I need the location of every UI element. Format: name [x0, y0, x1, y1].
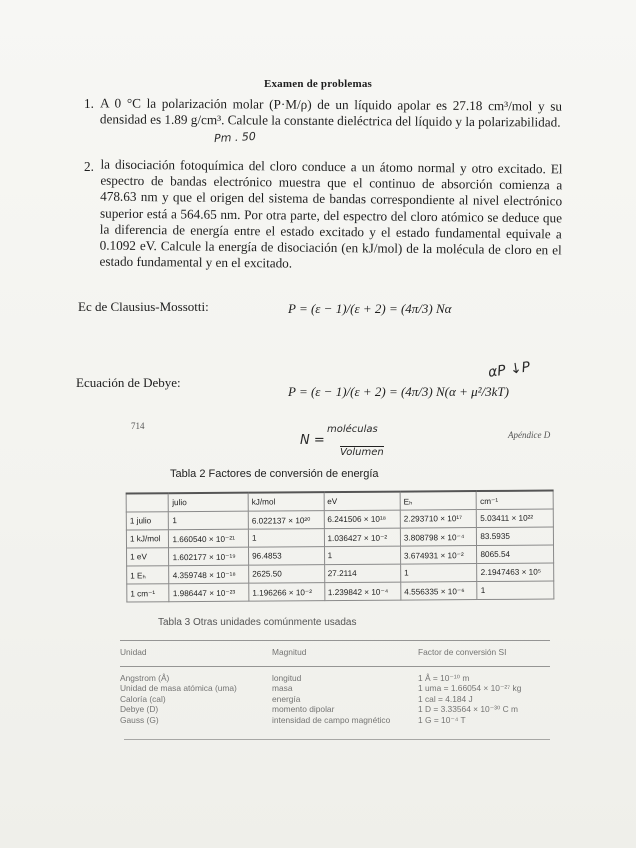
- table-cell: 1.036427 × 10⁻²: [324, 528, 401, 547]
- table-cell: 3.808798 × 10⁻⁴: [400, 528, 477, 547]
- column-header: cm⁻¹: [477, 491, 554, 510]
- column-header: eV: [324, 492, 401, 511]
- table-cell: 83.5935: [477, 527, 554, 546]
- table-cell: 2625.50: [249, 565, 325, 584]
- table-cell: 1.602177 × 10⁻¹⁹: [169, 547, 249, 566]
- handwritten-note-alpha: αP ↓P: [487, 359, 532, 381]
- table-cell: momento dipolar: [272, 704, 335, 714]
- table-cell: energía: [272, 693, 301, 704]
- table-cell: 1 G = 10⁻⁴ T: [418, 714, 466, 725]
- page-number: 714: [131, 421, 145, 431]
- table-header-row: [120, 647, 550, 658]
- table-cell: Debye (D): [120, 704, 159, 714]
- problem-2-text: la disociación fotoquímica del cloro conduce a un átomo normal y otro excitado. El espectro de bandas electrónico muestra que el continuo de absorción comienza a 478.63 nm y que el origen del sistema de bandas correspondiente al nivel electrónico superior está a 564.65 nm. Por otra parte, del espectro del cloro atómico se deduce que la diferencia de energía entre el estado excitado y el estado fundamental equivale a 0.1092 eV. Calcule la energía de disociación (en kJ/mol) de la molécula de cloro en el estado fundamental y en el excitado.: [99, 156, 563, 271]
- table-cell: masa: [272, 683, 293, 693]
- table-cell: 3.674931 × 10⁻²: [400, 546, 477, 565]
- table-cell: 5.03411 × 10²²: [477, 509, 554, 528]
- table-cell: 1 Eₕ: [127, 566, 170, 584]
- table-row: [120, 704, 550, 715]
- clausius-mossotti-label: Ec de Clausius-Mossotti:: [78, 299, 209, 314]
- table-row: [120, 715, 550, 726]
- table-cell: 1: [477, 581, 554, 600]
- table-cell: 6.241506 × 10¹⁸: [324, 510, 401, 529]
- table-cell: 1.986447 × 10⁻²³: [169, 583, 249, 602]
- energy-conversion-table: [126, 490, 555, 603]
- page-title: Examen de problemas: [263, 78, 373, 90]
- column-header: julio: [169, 493, 249, 512]
- table-cell: 1.239842 × 10⁻⁴: [324, 582, 401, 601]
- table-cell: 1 kJ/mol: [126, 530, 169, 548]
- table-top-rule: [120, 640, 550, 641]
- handwritten-n-numerator: moléculas: [327, 424, 378, 435]
- column-header: kJ/mol: [248, 492, 324, 511]
- table-cell: longitud: [272, 672, 302, 683]
- table-cell: 4.359748 × 10⁻¹⁸: [169, 565, 249, 584]
- table-cell: 1: [248, 529, 324, 548]
- table-cell: intensidad de campo magnético: [272, 714, 391, 725]
- table-cell: 1.660540 × 10⁻²¹: [169, 529, 249, 548]
- table-cell: 96.4853: [249, 547, 325, 566]
- handwritten-n-denominator: Volumen: [340, 447, 384, 458]
- column-header: Factor de conversión SI: [418, 647, 507, 657]
- clausius-mossotti-formula: P = (ε − 1)/(ε + 2) = (4π/3) Nα: [288, 301, 452, 316]
- table-cell: 1 julio: [126, 512, 169, 530]
- table-cell: 2.293710 × 10¹⁷: [400, 510, 477, 529]
- table-bottom-rule: [124, 739, 550, 740]
- problem-1-text: A 0 °C la polarización molar (P·M/ρ) de un líquido apolar es 27.18 cm³/mol y su densidad es 1.89 g/cm³. Calcule la constante dieléctrica del líquido y la polarizabilidad.: [99, 95, 563, 130]
- problem-1-number: 1.: [84, 96, 94, 111]
- table-cell: 8065.54: [477, 545, 554, 564]
- table-cell: 1 uma = 1.66054 × 10⁻²⁷ kg: [418, 683, 522, 693]
- table-cell: Angstrom (Å): [120, 672, 170, 683]
- table-cell: Gauss (G): [120, 714, 159, 725]
- table-cell: 1: [401, 564, 478, 583]
- table-cell: Caloría (cal): [120, 693, 166, 704]
- table-cell: 1 cm⁻¹: [127, 584, 170, 602]
- table2-title: Tabla 2 Factores de conversión de energía: [170, 468, 379, 480]
- handwritten-note-pm: Pm . 50: [213, 129, 257, 146]
- table-cell: 1: [169, 511, 249, 530]
- table-cell: 1 Å = 10⁻¹⁰ m: [418, 672, 470, 683]
- column-header: [126, 493, 169, 512]
- table-row: [120, 673, 550, 684]
- column-header: Magnitud: [272, 647, 307, 657]
- handwritten-n-lhs: N =: [300, 433, 325, 448]
- table-header-rule: [120, 666, 550, 667]
- column-header: Eₕ: [400, 491, 477, 510]
- table-cell: 4.556335 × 10⁻⁶: [401, 582, 478, 601]
- other-units-table: [120, 640, 550, 725]
- appendix-label: Apéndice D: [508, 430, 551, 440]
- table-cell: 1 D = 3.33564 × 10⁻³⁰ C m: [418, 704, 518, 714]
- table-cell: 1 cal = 4.184 J: [418, 693, 473, 704]
- table-cell: 1.196266 × 10⁻²: [249, 583, 325, 602]
- table-cell: 1: [324, 546, 401, 565]
- table-cell: 6.022137 × 10²⁰: [248, 511, 324, 530]
- table-cell: 27.2114: [324, 564, 401, 583]
- debye-label: Ecuación de Debye:: [76, 375, 181, 390]
- table-row: [127, 581, 554, 602]
- table-row: [120, 683, 550, 694]
- table-cell: 1 eV: [127, 548, 170, 566]
- table-cell: 2.1947463 × 10⁵: [477, 563, 554, 582]
- table-cell: Unidad de masa atómica (uma): [120, 683, 237, 693]
- column-header: Unidad: [120, 647, 147, 657]
- debye-formula: P = (ε − 1)/(ε + 2) = (4π/3) N(α + μ²/3kT): [288, 384, 509, 399]
- table-row: [120, 694, 550, 705]
- problem-2-number: 2.: [84, 159, 94, 174]
- table3-title: Tabla 3 Otras unidades comúnmente usadas: [158, 617, 357, 628]
